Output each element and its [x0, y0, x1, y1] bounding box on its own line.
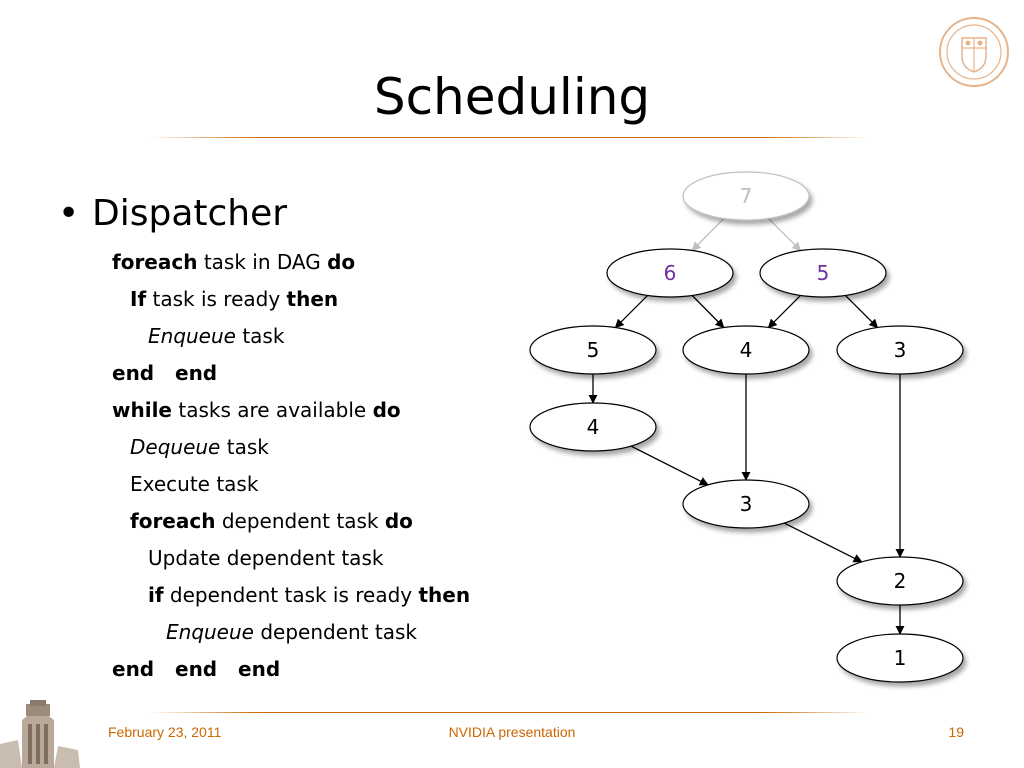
dag-edge	[615, 295, 647, 327]
dag-edge	[768, 218, 800, 250]
footer-event: NVIDIA presentation	[448, 724, 576, 740]
dag-node-label: 2	[893, 569, 907, 593]
code-text: task in DAG	[197, 250, 328, 274]
dag-node	[760, 249, 886, 297]
bullet-dot-icon: •	[58, 193, 80, 234]
emphasis-text: Dequeue	[130, 435, 221, 459]
footer-date: February 23, 2011	[108, 724, 222, 740]
dag-node-label: 3	[893, 338, 907, 362]
dag-node	[837, 557, 963, 605]
dag-edge	[692, 219, 724, 251]
dag-edge	[692, 296, 724, 328]
code-text: Execute task	[130, 472, 259, 496]
dag-node	[530, 326, 656, 374]
dag-node-label: 5	[816, 261, 830, 285]
keyword: then	[418, 583, 471, 607]
dag-node-label: 4	[739, 338, 753, 362]
code-text: task	[220, 435, 269, 459]
slide-title: Scheduling	[373, 68, 651, 126]
keyword: then	[286, 287, 339, 311]
dag-edge	[845, 295, 877, 327]
keyword: do	[372, 398, 401, 422]
code-text: tasks are available	[172, 398, 373, 422]
keyword: while	[112, 398, 172, 422]
dag-node-label: 5	[586, 338, 600, 362]
dag-node-label: 6	[663, 261, 677, 285]
keyword: do	[327, 250, 356, 274]
keyword: do	[384, 509, 413, 533]
dag-node-label: 1	[893, 646, 907, 670]
dag-node	[530, 403, 656, 451]
dag-node	[837, 326, 963, 374]
emphasis-text: Enqueue	[148, 324, 236, 348]
bullet-text: Dispatcher	[92, 193, 288, 234]
code-text: dependent task	[253, 620, 417, 644]
code-text: task is ready	[146, 287, 287, 311]
dag-node	[683, 326, 809, 374]
emphasis-text: Enqueue	[166, 620, 254, 644]
dag-node-label: 4	[586, 415, 600, 439]
dag-node-label: 7	[739, 184, 753, 208]
dag-node-label: 3	[739, 492, 753, 516]
keyword: foreach	[130, 509, 216, 533]
keyword: end end	[112, 361, 218, 385]
dag-node	[683, 172, 809, 220]
code-text: task	[235, 324, 285, 348]
dag-node	[683, 480, 809, 528]
dag-node	[837, 634, 963, 682]
dag-edge	[768, 295, 800, 327]
dag-edge	[784, 523, 862, 562]
keyword: If	[130, 287, 147, 311]
keyword: if	[148, 583, 164, 607]
code-text: Update dependent task	[148, 546, 384, 570]
footer-page-number: 19	[948, 724, 964, 740]
keyword: foreach	[112, 250, 198, 274]
dag-node	[607, 249, 733, 297]
code-text: dependent task is ready	[163, 583, 419, 607]
code-text: dependent task	[215, 509, 385, 533]
dag-edge	[631, 446, 708, 485]
keyword: end end end	[112, 657, 281, 681]
footer-divider	[150, 712, 870, 713]
